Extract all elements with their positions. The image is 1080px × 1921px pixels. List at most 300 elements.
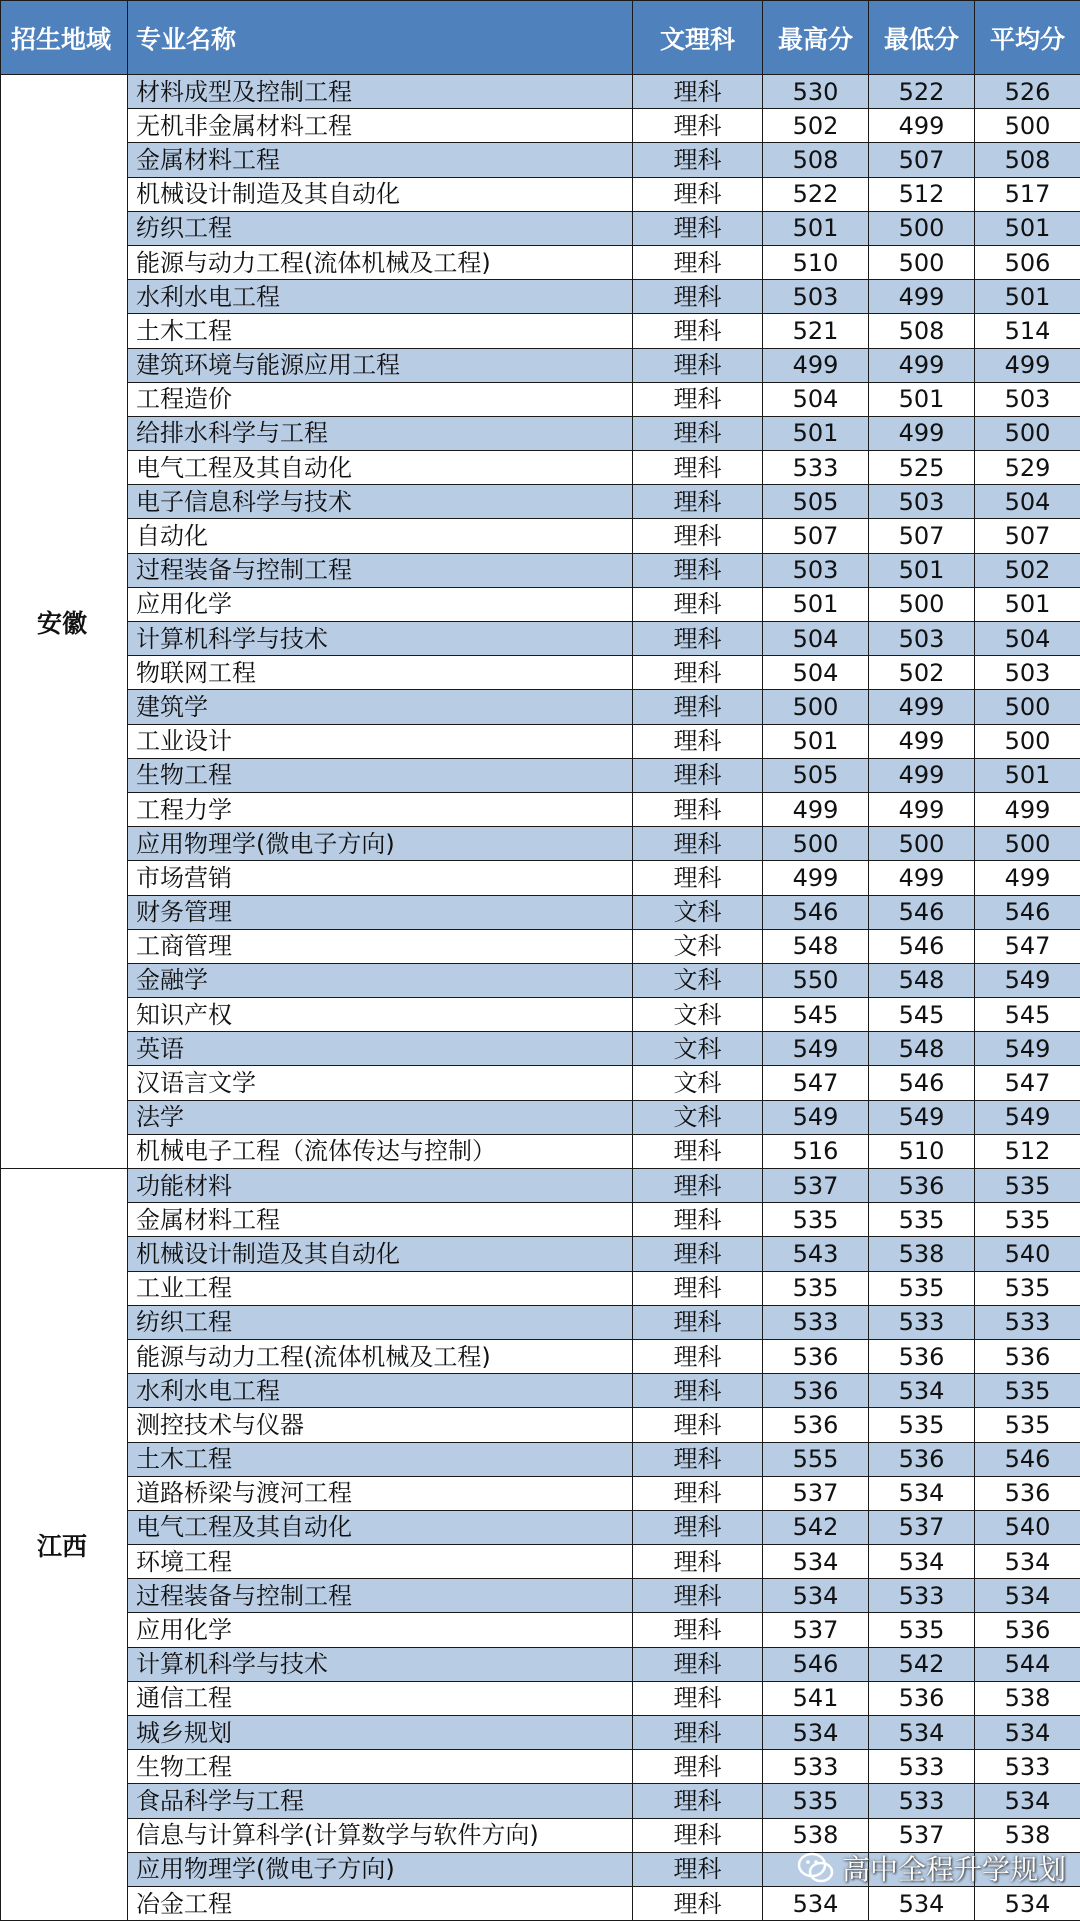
table-row xyxy=(1,177,1080,211)
major-cell: 建筑环境与能源应用工程 xyxy=(128,348,633,382)
min-cell: 499 xyxy=(869,109,975,143)
major-cell: 物联网工程 xyxy=(128,656,633,690)
table-row xyxy=(1,587,1080,621)
min-cell: 534 xyxy=(869,1886,975,1920)
min-cell: 537 xyxy=(869,1818,975,1852)
max-cell: 499 xyxy=(763,792,869,826)
avg-cell: 534 xyxy=(975,1579,1080,1613)
avg-cell: 500 xyxy=(975,724,1080,758)
major-cell: 城乡规划 xyxy=(128,1716,633,1750)
min-cell: 500 xyxy=(869,827,975,861)
major-cell: 无机非金属材料工程 xyxy=(128,109,633,143)
header-type: 文理科 xyxy=(633,1,763,75)
min-cell: 535 xyxy=(869,1203,975,1237)
type-cell: 理科 xyxy=(633,1169,763,1203)
type-cell: 理科 xyxy=(633,553,763,587)
avg-cell: 504 xyxy=(975,622,1080,656)
type-cell: 理科 xyxy=(633,416,763,450)
type-cell: 理科 xyxy=(633,1784,763,1818)
major-cell: 计算机科学与技术 xyxy=(128,622,633,656)
type-cell: 理科 xyxy=(633,1237,763,1271)
max-cell: 500 xyxy=(763,827,869,861)
min-cell: 500 xyxy=(869,245,975,279)
region-cell: 安徽 xyxy=(1,75,128,1169)
max-cell: 535 xyxy=(763,1203,869,1237)
major-cell: 电子信息科学与技术 xyxy=(128,485,633,519)
min-cell: 534 xyxy=(869,1476,975,1510)
avg-cell: 549 xyxy=(975,963,1080,997)
avg-cell: 533 xyxy=(975,1750,1080,1784)
min-cell: 536 xyxy=(869,1169,975,1203)
type-cell: 理科 xyxy=(633,485,763,519)
avg-cell: 526 xyxy=(975,75,1080,109)
avg-cell: 501 xyxy=(975,280,1080,314)
min-cell: 501 xyxy=(869,382,975,416)
max-cell: 505 xyxy=(763,758,869,792)
type-cell: 文科 xyxy=(633,895,763,929)
avg-cell: 512 xyxy=(975,1134,1080,1168)
min-cell: 500 xyxy=(869,211,975,245)
table-row xyxy=(1,348,1080,382)
min-cell: 546 xyxy=(869,1066,975,1100)
table-row xyxy=(1,1476,1080,1510)
table-row xyxy=(1,416,1080,450)
min-cell: 534 xyxy=(869,1374,975,1408)
max-cell: 530 xyxy=(763,75,869,109)
major-cell: 法学 xyxy=(128,1100,633,1134)
max-cell: 499 xyxy=(763,861,869,895)
type-cell: 理科 xyxy=(633,314,763,348)
type-cell: 理科 xyxy=(633,1716,763,1750)
table-row xyxy=(1,1100,1080,1134)
table-row xyxy=(1,724,1080,758)
min-cell: 525 xyxy=(869,451,975,485)
type-cell: 理科 xyxy=(633,1305,763,1339)
max-cell: 534 xyxy=(763,1579,869,1613)
major-cell: 工程造价 xyxy=(128,382,633,416)
major-cell: 环境工程 xyxy=(128,1545,633,1579)
min-cell: 548 xyxy=(869,963,975,997)
table-row xyxy=(1,1647,1080,1681)
table-row xyxy=(1,314,1080,348)
table-row xyxy=(1,143,1080,177)
type-cell: 理科 xyxy=(633,861,763,895)
type-cell: 理科 xyxy=(633,245,763,279)
avg-cell: 500 xyxy=(975,416,1080,450)
major-cell: 应用化学 xyxy=(128,1613,633,1647)
table-row xyxy=(1,1032,1080,1066)
type-cell: 理科 xyxy=(633,656,763,690)
table-row xyxy=(1,1613,1080,1647)
min-cell: 533 xyxy=(869,1784,975,1818)
max-cell: 504 xyxy=(763,656,869,690)
type-cell: 理科 xyxy=(633,1339,763,1373)
table-row xyxy=(1,1271,1080,1305)
max-cell: 533 xyxy=(763,451,869,485)
avg-cell: 514 xyxy=(975,314,1080,348)
avg-cell: 499 xyxy=(975,861,1080,895)
major-cell: 自动化 xyxy=(128,519,633,553)
max-cell: 546 xyxy=(763,895,869,929)
major-cell: 给排水科学与工程 xyxy=(128,416,633,450)
type-cell: 理科 xyxy=(633,1510,763,1544)
type-cell: 理科 xyxy=(633,1374,763,1408)
major-cell: 能源与动力工程(流体机械及工程) xyxy=(128,1339,633,1373)
table-row xyxy=(1,861,1080,895)
avg-cell: 508 xyxy=(975,143,1080,177)
avg-cell: 549 xyxy=(975,1032,1080,1066)
table-row xyxy=(1,280,1080,314)
table-row xyxy=(1,758,1080,792)
max-cell: 534 xyxy=(763,1716,869,1750)
max-cell: 549 xyxy=(763,1032,869,1066)
table-row xyxy=(1,895,1080,929)
avg-cell: 546 xyxy=(975,895,1080,929)
avg-cell: 501 xyxy=(975,587,1080,621)
max-cell: 533 xyxy=(763,1750,869,1784)
type-cell: 理科 xyxy=(633,827,763,861)
max-cell: 500 xyxy=(763,690,869,724)
major-cell: 应用物理学(微电子方向) xyxy=(128,827,633,861)
avg-cell: 546 xyxy=(975,1442,1080,1476)
type-cell: 理科 xyxy=(633,348,763,382)
major-cell: 市场营销 xyxy=(128,861,633,895)
max-cell: 536 xyxy=(763,1374,869,1408)
type-cell: 理科 xyxy=(633,1408,763,1442)
table-row xyxy=(1,1750,1080,1784)
major-cell: 金融学 xyxy=(128,963,633,997)
avg-cell: 538 xyxy=(975,1681,1080,1715)
region-cell: 江西 xyxy=(1,1169,128,1921)
min-cell: 549 xyxy=(869,1100,975,1134)
avg-cell: 536 xyxy=(975,1476,1080,1510)
major-cell: 金属材料工程 xyxy=(128,1203,633,1237)
table-row xyxy=(1,1169,1080,1203)
major-cell: 土木工程 xyxy=(128,314,633,348)
major-cell: 工商管理 xyxy=(128,929,633,963)
type-cell: 理科 xyxy=(633,1579,763,1613)
avg-cell: 534 xyxy=(975,1545,1080,1579)
major-cell: 过程装备与控制工程 xyxy=(128,1579,633,1613)
table-row xyxy=(1,519,1080,553)
major-cell: 纺织工程 xyxy=(128,1305,633,1339)
major-cell: 水利水电工程 xyxy=(128,1374,633,1408)
major-cell: 机械设计制造及其自动化 xyxy=(128,177,633,211)
max-cell: 533 xyxy=(763,1305,869,1339)
max-cell: 516 xyxy=(763,1134,869,1168)
table-row xyxy=(1,485,1080,519)
type-cell: 理科 xyxy=(633,1203,763,1237)
min-cell: 499 xyxy=(869,792,975,826)
max-cell: 534 xyxy=(763,1886,869,1920)
table-row xyxy=(1,1681,1080,1715)
max-cell: 535 xyxy=(763,1271,869,1305)
max-cell: 501 xyxy=(763,211,869,245)
avg-cell: 501 xyxy=(975,758,1080,792)
max-cell: 501 xyxy=(763,416,869,450)
major-cell: 食品科学与工程 xyxy=(128,1784,633,1818)
min-cell: 545 xyxy=(869,998,975,1032)
type-cell: 理科 xyxy=(633,1271,763,1305)
type-cell: 文科 xyxy=(633,963,763,997)
avg-cell: 506 xyxy=(975,245,1080,279)
major-cell: 计算机科学与技术 xyxy=(128,1647,633,1681)
max-cell: 548 xyxy=(763,929,869,963)
type-cell: 理科 xyxy=(633,1886,763,1920)
major-cell: 生物工程 xyxy=(128,1750,633,1784)
table-row xyxy=(1,1442,1080,1476)
major-cell: 电气工程及其自动化 xyxy=(128,451,633,485)
table-body xyxy=(1,75,1080,1921)
avg-cell: 535 xyxy=(975,1169,1080,1203)
table-row xyxy=(1,109,1080,143)
major-cell: 道路桥梁与渡河工程 xyxy=(128,1476,633,1510)
type-cell: 理科 xyxy=(633,109,763,143)
table-row xyxy=(1,1134,1080,1168)
table-row xyxy=(1,1066,1080,1100)
major-cell: 功能材料 xyxy=(128,1169,633,1203)
major-cell: 纺织工程 xyxy=(128,211,633,245)
min-cell: 534 xyxy=(869,1716,975,1750)
max-cell: 538 xyxy=(763,1818,869,1852)
max-cell: 505 xyxy=(763,485,869,519)
max-cell: 499 xyxy=(763,348,869,382)
table-row xyxy=(1,1305,1080,1339)
table-row xyxy=(1,690,1080,724)
table-row xyxy=(1,1784,1080,1818)
type-cell: 理科 xyxy=(633,519,763,553)
table-row xyxy=(1,1716,1080,1750)
major-cell: 机械电子工程（流体传达与控制） xyxy=(128,1134,633,1168)
type-cell: 理科 xyxy=(633,724,763,758)
min-cell: 533 xyxy=(869,1305,975,1339)
major-cell: 汉语言文学 xyxy=(128,1066,633,1100)
major-cell: 材料成型及控制工程 xyxy=(128,75,633,109)
type-cell: 理科 xyxy=(633,587,763,621)
major-cell: 工业工程 xyxy=(128,1271,633,1305)
max-cell: 547 xyxy=(763,1066,869,1100)
avg-cell: 535 xyxy=(975,1374,1080,1408)
avg-cell: 500 xyxy=(975,690,1080,724)
header-min: 最低分 xyxy=(869,1,975,75)
min-cell: 507 xyxy=(869,519,975,553)
type-cell: 理科 xyxy=(633,451,763,485)
max-cell: 510 xyxy=(763,245,869,279)
type-cell: 理科 xyxy=(633,1852,763,1886)
avg-cell: 536 xyxy=(975,1613,1080,1647)
table-row xyxy=(1,382,1080,416)
major-cell: 工程力学 xyxy=(128,792,633,826)
min-cell: 536 xyxy=(869,1681,975,1715)
table-row xyxy=(1,1237,1080,1271)
min-cell: 499 xyxy=(869,416,975,450)
type-cell: 理科 xyxy=(633,1750,763,1784)
type-cell: 理科 xyxy=(633,1647,763,1681)
major-cell: 财务管理 xyxy=(128,895,633,929)
table-row xyxy=(1,1203,1080,1237)
max-cell: 550 xyxy=(763,963,869,997)
table-row xyxy=(1,1886,1080,1920)
min-cell: 510 xyxy=(869,1134,975,1168)
major-cell: 能源与动力工程(流体机械及工程) xyxy=(128,245,633,279)
table-row xyxy=(1,553,1080,587)
min-cell: 537 xyxy=(869,1510,975,1544)
type-cell: 文科 xyxy=(633,1100,763,1134)
max-cell: 508 xyxy=(763,143,869,177)
max-cell: 549 xyxy=(763,1100,869,1134)
table-row xyxy=(1,1374,1080,1408)
max-cell: 541 xyxy=(763,1681,869,1715)
avg-cell: 534 xyxy=(975,1716,1080,1750)
min-cell: 503 xyxy=(869,485,975,519)
avg-cell: 540 xyxy=(975,1510,1080,1544)
watermark xyxy=(796,1848,1066,1888)
major-cell: 机械设计制造及其自动化 xyxy=(128,1237,633,1271)
min-cell: 499 xyxy=(869,758,975,792)
min-cell: 535 xyxy=(869,1613,975,1647)
table-row xyxy=(1,998,1080,1032)
avg-cell: 504 xyxy=(975,485,1080,519)
avg-cell: 501 xyxy=(975,211,1080,245)
avg-cell: 529 xyxy=(975,451,1080,485)
major-cell: 土木工程 xyxy=(128,1442,633,1476)
type-cell: 理科 xyxy=(633,1476,763,1510)
major-cell: 金属材料工程 xyxy=(128,143,633,177)
major-cell: 信息与计算科学(计算数学与软件方向) xyxy=(128,1818,633,1852)
min-cell: 503 xyxy=(869,622,975,656)
major-cell: 水利水电工程 xyxy=(128,280,633,314)
header-max: 最高分 xyxy=(763,1,869,75)
max-cell: 542 xyxy=(763,1510,869,1544)
wechat-icon xyxy=(796,1848,836,1888)
major-cell: 知识产权 xyxy=(128,998,633,1032)
max-cell: 535 xyxy=(763,1784,869,1818)
max-cell: 504 xyxy=(763,382,869,416)
min-cell: 508 xyxy=(869,314,975,348)
avg-cell: 499 xyxy=(975,348,1080,382)
type-cell: 文科 xyxy=(633,929,763,963)
min-cell: 535 xyxy=(869,1271,975,1305)
avg-cell: 502 xyxy=(975,553,1080,587)
major-cell: 电气工程及其自动化 xyxy=(128,1510,633,1544)
type-cell: 理科 xyxy=(633,1818,763,1852)
avg-cell: 500 xyxy=(975,109,1080,143)
avg-cell: 538 xyxy=(975,1818,1080,1852)
max-cell: 507 xyxy=(763,519,869,553)
table-row xyxy=(1,211,1080,245)
min-cell: 534 xyxy=(869,1545,975,1579)
avg-cell: 540 xyxy=(975,1237,1080,1271)
type-cell: 理科 xyxy=(633,690,763,724)
max-cell: 504 xyxy=(763,622,869,656)
min-cell: 548 xyxy=(869,1032,975,1066)
type-cell: 文科 xyxy=(633,1066,763,1100)
max-cell: 537 xyxy=(763,1169,869,1203)
min-cell: 499 xyxy=(869,280,975,314)
type-cell: 理科 xyxy=(633,177,763,211)
type-cell: 理科 xyxy=(633,143,763,177)
major-cell: 过程装备与控制工程 xyxy=(128,553,633,587)
major-cell: 应用化学 xyxy=(128,587,633,621)
table-row xyxy=(1,245,1080,279)
type-cell: 文科 xyxy=(633,1032,763,1066)
table-row xyxy=(1,827,1080,861)
avg-cell: 500 xyxy=(975,827,1080,861)
max-cell: 555 xyxy=(763,1442,869,1476)
avg-cell: 534 xyxy=(975,1784,1080,1818)
type-cell: 理科 xyxy=(633,1442,763,1476)
avg-cell: 517 xyxy=(975,177,1080,211)
max-cell: 536 xyxy=(763,1408,869,1442)
avg-cell: 507 xyxy=(975,519,1080,553)
max-cell: 545 xyxy=(763,998,869,1032)
header-avg: 平均分 xyxy=(975,1,1080,75)
max-cell: 503 xyxy=(763,553,869,587)
table-row xyxy=(1,929,1080,963)
type-cell: 理科 xyxy=(633,75,763,109)
type-cell: 理科 xyxy=(633,1545,763,1579)
avg-cell: 503 xyxy=(975,656,1080,690)
major-cell: 生物工程 xyxy=(128,758,633,792)
min-cell: 533 xyxy=(869,1579,975,1613)
avg-cell: 547 xyxy=(975,1066,1080,1100)
max-cell: 536 xyxy=(763,1339,869,1373)
min-cell: 546 xyxy=(869,929,975,963)
min-cell: 522 xyxy=(869,75,975,109)
min-cell: 499 xyxy=(869,861,975,895)
major-cell: 英语 xyxy=(128,1032,633,1066)
min-cell: 512 xyxy=(869,177,975,211)
avg-cell: 549 xyxy=(975,1100,1080,1134)
max-cell: 521 xyxy=(763,314,869,348)
type-cell: 理科 xyxy=(633,382,763,416)
avg-cell: 545 xyxy=(975,998,1080,1032)
avg-cell: 535 xyxy=(975,1408,1080,1442)
avg-cell: 499 xyxy=(975,792,1080,826)
max-cell: 501 xyxy=(763,587,869,621)
max-cell: 546 xyxy=(763,1647,869,1681)
major-cell: 工业设计 xyxy=(128,724,633,758)
max-cell: 543 xyxy=(763,1237,869,1271)
max-cell: 537 xyxy=(763,1613,869,1647)
avg-cell: 534 xyxy=(975,1886,1080,1920)
major-cell: 冶金工程 xyxy=(128,1886,633,1920)
min-cell: 499 xyxy=(869,690,975,724)
min-cell: 535 xyxy=(869,1408,975,1442)
max-cell: 502 xyxy=(763,109,869,143)
table-row xyxy=(1,792,1080,826)
type-cell: 理科 xyxy=(633,1134,763,1168)
watermark-text: 高中全程升学规划 xyxy=(842,1848,1066,1888)
min-cell: 542 xyxy=(869,1647,975,1681)
type-cell: 文科 xyxy=(633,998,763,1032)
type-cell: 理科 xyxy=(633,792,763,826)
min-cell: 538 xyxy=(869,1237,975,1271)
table-row xyxy=(1,656,1080,690)
table-row xyxy=(1,1545,1080,1579)
avg-cell: 535 xyxy=(975,1203,1080,1237)
table-row xyxy=(1,963,1080,997)
header-row xyxy=(1,1,1080,75)
min-cell: 536 xyxy=(869,1339,975,1373)
avg-cell: 544 xyxy=(975,1647,1080,1681)
header-region: 招生地域 xyxy=(1,1,128,75)
avg-cell: 533 xyxy=(975,1305,1080,1339)
max-cell: 522 xyxy=(763,177,869,211)
table-row xyxy=(1,1339,1080,1373)
major-cell: 建筑学 xyxy=(128,690,633,724)
table-row xyxy=(1,622,1080,656)
